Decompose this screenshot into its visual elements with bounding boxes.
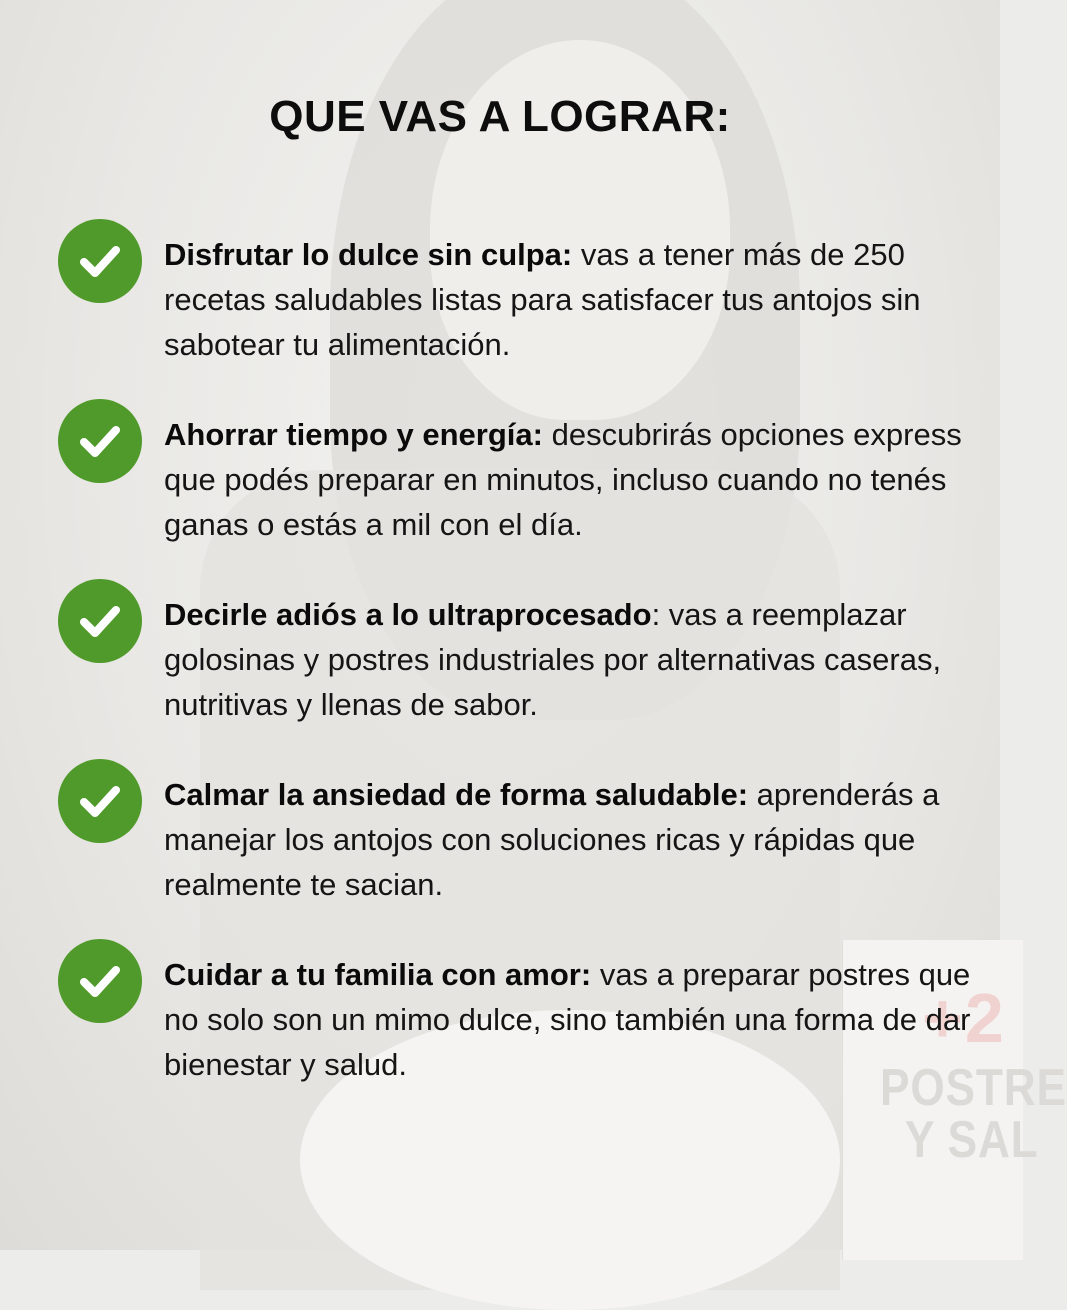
benefit-text (164, 232, 978, 367)
benefit-heading: Ahorrar tiempo y energía: (164, 417, 543, 452)
benefit-text (164, 772, 978, 907)
benefit-description: : vas a reemplazar golosinas y postres industriales por alternativas caseras, nutritivas y llenas de sabor. (164, 597, 942, 722)
book-number: +2 (922, 979, 1006, 1057)
page-title: QUE VAS A LOGRAR: (269, 92, 731, 141)
benefit-text (164, 952, 978, 1087)
check-circle-icon (58, 579, 142, 663)
benefit-heading: Disfrutar lo dulce sin culpa: (164, 237, 573, 272)
benefit-description: descubrirás opciones express que podés preparar en minutos, incluso cuando no tenés ganas o estás a mil con el día. (164, 417, 962, 542)
benefit-text (164, 592, 978, 727)
check-circle-icon (58, 219, 142, 303)
book-title-line2: Y SAL (905, 1111, 1039, 1169)
check-circle-icon (58, 399, 142, 483)
benefit-heading: Decirle adiós a lo ultraprocesado (164, 597, 652, 632)
list-item (58, 592, 978, 727)
benefit-heading: Calmar la ansiedad de forma saludable: (164, 777, 749, 812)
list-item (58, 232, 978, 367)
benefit-description: vas a tener más de 250 recetas saludables listas para satisfacer tus antojos sin sabotear tu alimentación. (164, 237, 921, 362)
list-item (58, 772, 978, 907)
benefit-description: aprenderás a manejar los antojos con soluciones ricas y rápidas que realmente te sacian. (164, 777, 940, 902)
list-item (58, 412, 978, 547)
check-circle-icon (58, 939, 142, 1023)
list-item (58, 952, 978, 1087)
book-title-line1: POSTRE (880, 1059, 1067, 1117)
check-circle-icon (58, 759, 142, 843)
benefit-heading: Cuidar a tu familia con amor: (164, 957, 592, 992)
benefit-description: vas a preparar postres que no solo son un mimo dulce, sino también una forma de dar bienestar y salud. (164, 957, 971, 1082)
benefit-text (164, 412, 978, 547)
